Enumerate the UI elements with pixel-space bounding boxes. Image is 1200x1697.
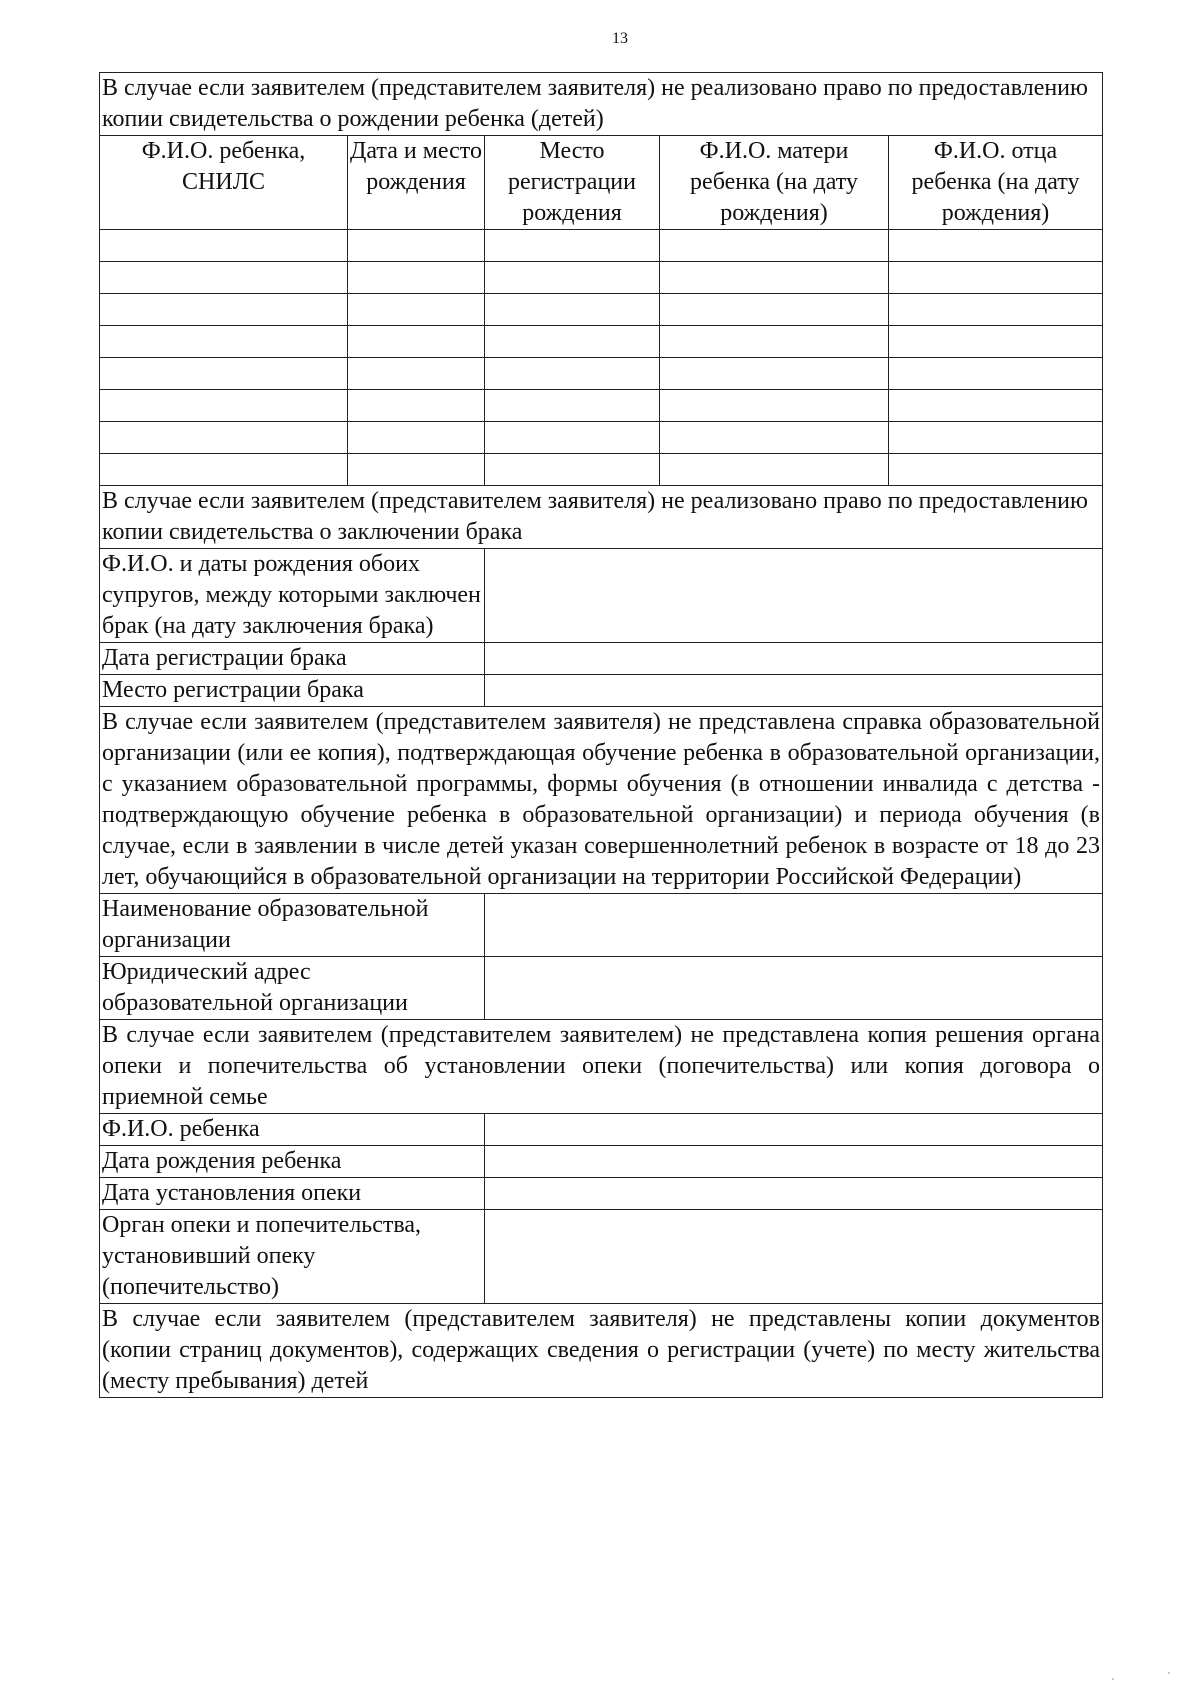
birth-table-row — [100, 262, 1103, 294]
child-name-cell[interactable] — [100, 294, 348, 326]
spouses-names-label: Ф.И.О. и даты рождения обоих супругов, между которыми заключен брак (на дату заключения брака) — [100, 549, 485, 643]
marriage-row — [100, 643, 1103, 675]
mother-name-cell[interactable] — [660, 294, 889, 326]
father-name-cell[interactable] — [889, 230, 1103, 262]
marriage-registration-date-field[interactable] — [485, 643, 1103, 675]
page-number: 13 — [612, 30, 628, 47]
application-form-table — [99, 72, 1103, 1398]
mother-name-cell[interactable] — [660, 230, 889, 262]
guardianship-intro-row — [100, 1020, 1103, 1114]
registration-place-cell[interactable] — [485, 390, 660, 422]
birth-certificate-intro-row — [100, 73, 1103, 136]
guardianship-row — [100, 1210, 1103, 1304]
child-name-cell[interactable] — [100, 390, 348, 422]
residence-intro: В случае если заявителем (представителем заявителя) не представлены копии документов (копии страниц документов), содержащих сведения о регистрации (учете) по месту жительства (месту пребывания) детей — [100, 1304, 1103, 1398]
education-intro-row — [100, 707, 1103, 894]
guardianship-child-name-field[interactable] — [485, 1114, 1103, 1146]
column-birth-registration-place: Место регистрации рождения — [485, 136, 660, 230]
father-name-cell[interactable] — [889, 454, 1103, 486]
mother-name-cell[interactable] — [660, 422, 889, 454]
application-form-sheet — [99, 72, 1102, 1398]
marriage-registration-place-field[interactable] — [485, 675, 1103, 707]
mother-name-cell[interactable] — [660, 262, 889, 294]
column-mother-name: Ф.И.О. матери ребенка (на дату рождения) — [660, 136, 889, 230]
education-row — [100, 894, 1103, 957]
scan-speck — [1112, 1678, 1114, 1680]
birth-table-header-row — [100, 136, 1103, 230]
father-name-cell[interactable] — [889, 326, 1103, 358]
child-name-cell[interactable] — [100, 422, 348, 454]
father-name-cell[interactable] — [889, 358, 1103, 390]
birth-table-row — [100, 422, 1103, 454]
child-name-cell[interactable] — [100, 262, 348, 294]
education-org-address-field[interactable] — [485, 957, 1103, 1020]
marriage-certificate-intro: В случае если заявителем (представителем заявителя) не реализовано право по предоставлению копии свидетельства о заключении брака — [100, 486, 1103, 549]
column-birth-date-place: Дата и место рождения — [348, 136, 485, 230]
birth-table-row — [100, 454, 1103, 486]
guardianship-intro: В случае если заявителем (представителем заявителем) не представлена копия решения органа опеки и попечительства об установлении опеки (попечительства) или копия договора о приемной семье — [100, 1020, 1103, 1114]
education-org-name-field[interactable] — [485, 894, 1103, 957]
guardianship-row — [100, 1146, 1103, 1178]
marriage-row — [100, 549, 1103, 643]
education-row — [100, 957, 1103, 1020]
birth-date-cell[interactable] — [348, 358, 485, 390]
education-org-name-label: Наименование образовательной организации — [100, 894, 485, 957]
birth-date-cell[interactable] — [348, 326, 485, 358]
guardianship-row — [100, 1178, 1103, 1210]
registration-place-cell[interactable] — [485, 326, 660, 358]
father-name-cell[interactable] — [889, 294, 1103, 326]
birth-table-row — [100, 326, 1103, 358]
column-child-name-snils: Ф.И.О. ребенка, СНИЛС — [100, 136, 348, 230]
registration-place-cell[interactable] — [485, 294, 660, 326]
child-name-cell[interactable] — [100, 230, 348, 262]
residence-intro-row — [100, 1304, 1103, 1398]
guardianship-child-birthdate-field[interactable] — [485, 1146, 1103, 1178]
guardianship-authority-label: Орган опеки и попечительства, установивший опеку (попечительство) — [100, 1210, 485, 1304]
mother-name-cell[interactable] — [660, 326, 889, 358]
child-name-cell[interactable] — [100, 326, 348, 358]
birth-date-cell[interactable] — [348, 230, 485, 262]
registration-place-cell[interactable] — [485, 262, 660, 294]
father-name-cell[interactable] — [889, 262, 1103, 294]
guardianship-authority-field[interactable] — [485, 1210, 1103, 1304]
education-intro: В случае если заявителем (представителем заявителя) не представлена справка образовательной организации (или ее копия), подтверждающая обучение ребенка в образовательной организации, с указанием образовательной программы, формы обучения (в отношении инвалида с детства - подтверждающую обучение ребенка в образовательной организации) и периода обучения (в случае, если в заявлении в числе детей указан совершеннолетний ребенок в возрасте от 18 до 23 лет, обучающийся в образовательной организации на территории Российской Федерации) — [100, 707, 1103, 894]
scan-speck — [1168, 1672, 1170, 1674]
birth-date-cell[interactable] — [348, 262, 485, 294]
education-org-address-label: Юридический адрес образовательной организации — [100, 957, 485, 1020]
birth-date-cell[interactable] — [348, 294, 485, 326]
father-name-cell[interactable] — [889, 390, 1103, 422]
birth-date-cell[interactable] — [348, 390, 485, 422]
mother-name-cell[interactable] — [660, 358, 889, 390]
guardianship-date-field[interactable] — [485, 1178, 1103, 1210]
father-name-cell[interactable] — [889, 422, 1103, 454]
registration-place-cell[interactable] — [485, 358, 660, 390]
mother-name-cell[interactable] — [660, 390, 889, 422]
mother-name-cell[interactable] — [660, 454, 889, 486]
birth-table-row — [100, 294, 1103, 326]
registration-place-cell[interactable] — [485, 230, 660, 262]
registration-place-cell[interactable] — [485, 422, 660, 454]
guardianship-child-name-label: Ф.И.О. ребенка — [100, 1114, 485, 1146]
marriage-row — [100, 675, 1103, 707]
birth-date-cell[interactable] — [348, 454, 485, 486]
birth-table-row — [100, 390, 1103, 422]
child-name-cell[interactable] — [100, 358, 348, 390]
guardianship-date-label: Дата установления опеки — [100, 1178, 485, 1210]
birth-table-row — [100, 230, 1103, 262]
child-name-cell[interactable] — [100, 454, 348, 486]
guardianship-row — [100, 1114, 1103, 1146]
registration-place-cell[interactable] — [485, 454, 660, 486]
marriage-registration-date-label: Дата регистрации брака — [100, 643, 485, 675]
birth-date-cell[interactable] — [348, 422, 485, 454]
column-father-name: Ф.И.О. отца ребенка (на дату рождения) — [889, 136, 1103, 230]
guardianship-child-birthdate-label: Дата рождения ребенка — [100, 1146, 485, 1178]
marriage-registration-place-label: Место регистрации брака — [100, 675, 485, 707]
spouses-names-field[interactable] — [485, 549, 1103, 643]
birth-table-row — [100, 358, 1103, 390]
marriage-certificate-intro-row — [100, 486, 1103, 549]
birth-certificate-intro: В случае если заявителем (представителем заявителя) не реализовано право по предоставлению копии свидетельства о рождении ребенка (детей) — [100, 73, 1103, 136]
